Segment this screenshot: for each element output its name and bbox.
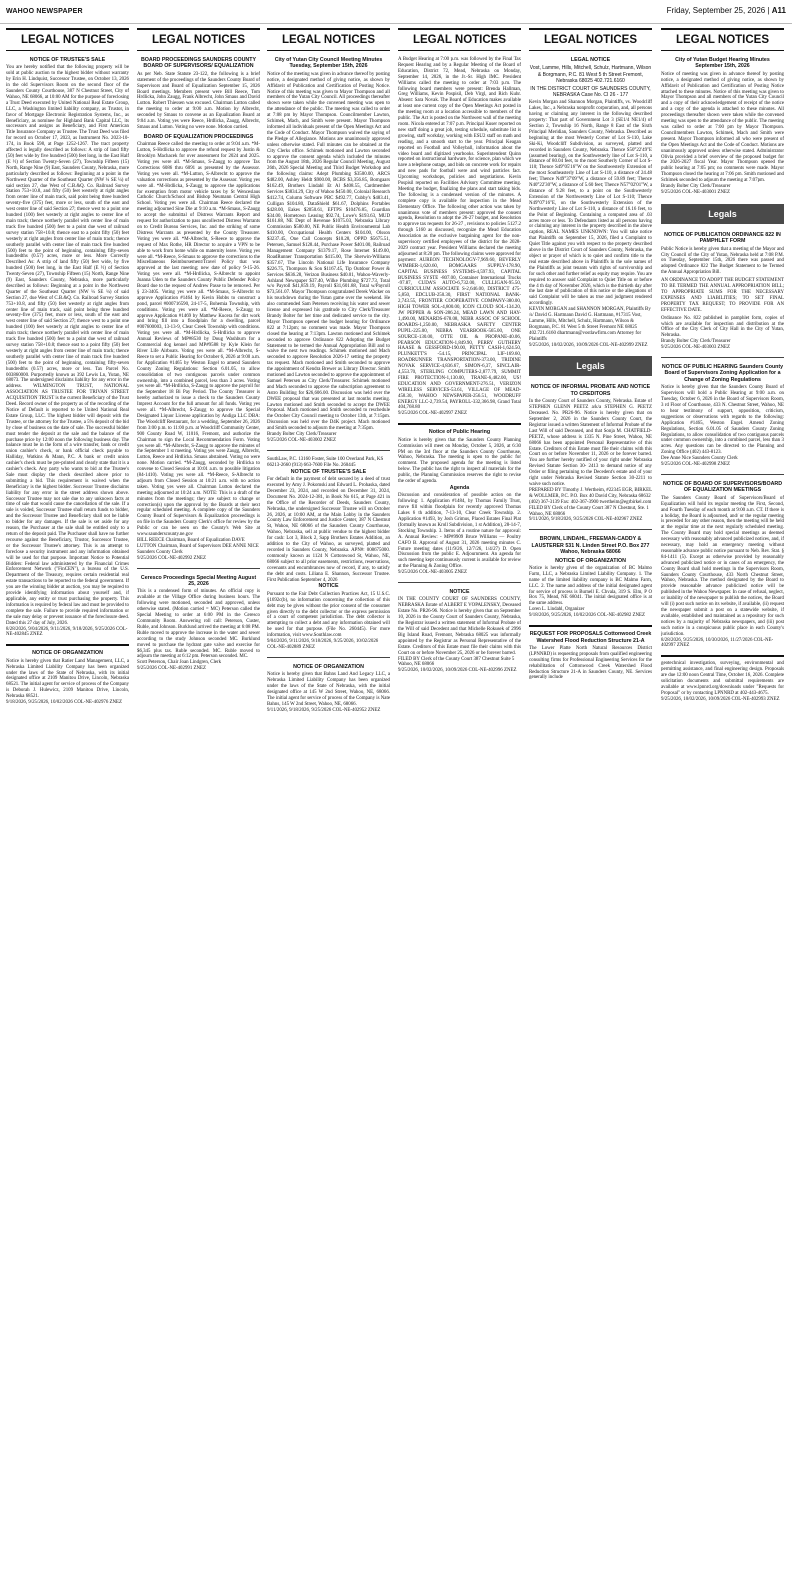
section-title: BOARD OF EQUALIZATION PROCEEDINGS	[143, 133, 254, 140]
notice-code: 9/25/2026 COL-NE-403003 ZNEZ	[661, 345, 731, 351]
notice-title: NOTICE	[449, 589, 470, 596]
yutan-budget-minutes	[661, 57, 784, 196]
notice-code: 8/28/2026, 9/04/2026, 9/11/2026, 9/18/2026, 9/25/2026 COL-NE-402845 ZNEZ	[6, 626, 128, 638]
section-title: NOTICE	[318, 583, 339, 590]
notice-signature: Scott Peterson, Chair Joan Lindgren, Clerk	[137, 660, 222, 666]
notice-code: 9/04/2026, 9/11/2026, 9/18/2026, 9/25/2026, 10/02/2026 COL-NE-402889 ZNEZ	[267, 639, 379, 650]
column-header: LEGAL NOTICES	[267, 28, 390, 51]
notice-body: IN THE COUNTY COURT OF SAUNDERS COUNTY, NEBRASKA Estate of ALBERT E VOPALENSKY, Deceased Estate No. PR26-96. Notice is hereby given that on September 10, 2026 in the County Court of Saunders County, Nebraska, the Registrar issued a written statement of Informal Probate of the Will of said Decedent and that Michelle Rokusek of 2996 Big Island Road, Fremont, Nebraska 68025 was informally appointed by the Registrar as Personal Representative of the Estate. Creditors of this Estate must file their claims with this Court on or before November 25, 2026 or be forever barred.	[398, 597, 521, 656]
notice-body: Pursuant to the Fair Debt Collection Practices Act, 15 U.S.C. §1692c(b), no information concerning the collection of this debt may be given without the prior consent of the consumer given directly to the debt collector or the express permission of a court of competent jurisdiction. The debt collector is attempting to collect a debt and any information obtained will be used for that purpose. (File No. 260445). For more information, visit www.Southlaw.com	[267, 591, 390, 639]
notice-code: 9/25/2026 COL-NE-402992 ZNEZ	[137, 555, 207, 561]
notice-body: As per Neb. State Statute 23-122, the following is a brief statement of the proceedings of the Saunders County Board of Supervisors and Board of Equalization September 15, 2026 Board meetings. Members present were Bill Reece, Tom Hrdlicka, John Zaugg, Frank Albrecht, John Smaus and David Lutton. Robert Thiessen was excused. Chairman Lutton called the meeting to order at 9:00 a.m. Motion by Albrecht, seconded by Smaus to convene as an Equalization Board at 9:04 a.m. Voting yes were Reece, Hrdlicka, Zaugg, Albrecht, Smaus and Lutton. Voting no were none. Motion carried.	[137, 71, 260, 130]
organization-notice	[267, 664, 390, 714]
notice-body: Notice is hereby given of the organization of BC Malmo Farm, LLC, a Nebraska Limited Liability Company. 1. The name of the limited liability company is BC Malmo Farm, LLC. 2. The name and address of the initial designated agent for service of process is Burnell E. Chvala, 319 S. Elm, P O Box 75, Mead, NE 68041. The initial designated office is at the same address.	[529, 565, 652, 607]
section-title: Agenda	[449, 484, 470, 491]
column-1	[6, 28, 129, 1580]
planning-hearing-notice	[398, 429, 521, 576]
newspaper-name: WAHOO NEWSPAPER	[6, 8, 83, 15]
rfp-notice-continued	[661, 661, 784, 702]
notice-title: LEGAL NOTICE	[570, 57, 611, 63]
notice-title: NOTICE OF ORGANIZATION	[555, 557, 626, 564]
notice-code: 9/25/2026 COL-NE-402997 ZNEZ	[398, 411, 468, 417]
informal-probate-notice	[529, 384, 652, 523]
notice-body: This is a condensed form of minutes. An official copy is available at the Village Office during business hours. The following were motioned, seconded and approved, unless otherwise stated. (Motion carried = MC) Peterson called the Special Meeting to order at 6:00 PM in the Ceresco Community Room. Answering roll call: Peterson, Custer, Ruble, and Johnson. Burklund arrived the meeting at 6:08 PM. Ruble moved to approve the increase in the water and sewer according to the study Johnson seconded MC. Burklund moved to purchase the hydrant gate valve and exercise for $6,345 plus tax. Ruble seconded. MC. Ruble moved to adjourn the meeting at 6:12 pm. Peterson seconded. MC.	[137, 589, 260, 660]
notice-body: The Lower Platte North Natural Resources District (LPNNRD) is requesting proposals from qualified engineering consulting firms for Professional Engineering Services for the rehabilitation of Cottonwood Creek Watershed Flood Reduction Structure 21-A in Saunders County, NE. Services generally include	[529, 645, 652, 681]
column-header: LEGAL NOTICES	[137, 28, 260, 51]
estate-notice	[398, 589, 521, 674]
notice-body: Notice is hereby given that Ratier Land Management, LLC, a Nebraska Limited Liability Company has been organized under the laws of the State of Nebraska, with its initial designated office at 2109 Manitou Drive, Lincoln, Nebraska 68521. The initial agent for service of process of the Company is Deborah J. Hulewicz, 2109 Manitou Drive, Lincoln, Nebraska 68521.	[6, 658, 129, 700]
ordinance-caption: AN ORDINANCE TO ADOPT THE BUDGET STATEMENT TO BE TERMED THE ANNUAL APPROPRIATION BILL; TO APPROPRIATE SUMS FOR THE NECESSARY EXPENSES AND LIABILITIES; TO SET FINAL PROPERTY TAX REQUEST; TO PROVIDE FOR AN EFFECTIVE DATE.	[661, 278, 784, 313]
notice-body: Notice is hereby given that the Saunders County Board of Supervisors will hold a Public Hearing at 9:00 a.m. on Tuesday, October 6, 2026 in the Board of Supervisors Room, 3 rd Floor of Courthouse, 433 N. Chestnut Street, Wahoo, NE to hear testimony of support, opposition, criticism, suggestions or observations with regards to the following: Application #1465, Weston Engel. Amend Zoning Regulations, Section 6.01.05 of Saunders County Zoning Regulations, to allow consolidation of two contiguous parcels under common ownership, into a combined parcel, less than 3 acres. Any questions can be directed to the Planning and Zoning Office (402) 443-8123.	[661, 385, 784, 456]
masthead	[0, 0, 792, 24]
page-date: Friday, September 25, 2026 | A11	[666, 6, 786, 15]
notice-code: 9/25/2026, 10/02/2026, 10/09/2026 COL-NE-402996 ZNEZ	[398, 668, 517, 674]
column-header: LEGAL NOTICES	[529, 28, 652, 51]
notice-body: Public Notice is hereby given that a meeting of the Mayor and City Council of the City of Yutan, Nebraska held at 7:08 P.M. on Tuesday, September 15th, 2026 there was passed and adopted Ordinance 822 The Budget Statement to be Termed the Annual Appropriation Bill.	[661, 246, 784, 276]
column-6	[661, 28, 784, 1580]
notice-code: 9/25/2026, 10/02/2026, 10/09/2026 COL-NE-402993 ZNEZ	[661, 696, 780, 702]
notice-signature: Loren L. Lindahl, Organizer	[529, 607, 585, 613]
ceresco-proceedings-notice	[137, 575, 260, 673]
notice-title: City of Yutan Budget Hearing Minutes September 15th, 2026	[675, 57, 770, 70]
notice-code: 9/25/2026 COL-NE-403005 ZNEZ	[398, 570, 468, 576]
mead-board-minutes	[398, 57, 521, 417]
legals-banner: Legals	[529, 356, 652, 376]
notice-code: 9/25/2026 COL-NE-402991 ZNEZ	[137, 666, 207, 672]
notice-code: 9/25/2026, 10/02/2026, 10/09/2026 COL-NE-402999 ZNEZ	[529, 342, 648, 348]
notice-title: Notice of Public Hearing	[428, 429, 491, 436]
notice-title: NOTICE OF TRUSTEE'S SALE	[290, 468, 367, 475]
notice-body: You are hereby notified that the following property will be sold at public auction to the highest bidder without warranty by Erin H. Lindquist, Successor Trustee, on October 13, 2026 in the old Supervisors Room on the second floor of the Saunders County Courthouse, 387 N Chestnut Street, City of Wahoo, NE 68066, at 10:00 AM for the purpose of foreclosing a Trust Deed executed by United National Real Estate Group, LLC, a Washington limited liability company, as Trustor, in favor of Mortgage Electronic Registration Systems, Inc., as Beneficiary, as nominee for Highland Bank Capital LLC, its successors and assigns as Beneficiary, and First American Title Insurance Company as Trustee. The Trust Deed was filed for record on October 17, 2023, as Instrument No. 2023-10-174, in Book 598, at Page 1252-1267. The tract property affected is legally described as follows: A strip of land fifty (50) feet wide by five hundred (500) feet long, in the East Half (E ½) of Section Twenty-Seven (27), Township Fifteen (15) North, Range Nine (9) East, Saunders County, Nebraska, more particularly described as follows: Beginning at a point in the Northwest Quarter of the Southeast Quarter (NW ¼ SE ¼) of said section 27, due West of C.B.&Q. Co. Railroad Survey Station 753+10.8, and fifty (50) feet westerly at right angles from center line of main track, said point being three hundred seventy-five (375) feet, more or less, south of the east and west center line of said Section 27; thence west to a point one hundred (100) feet westerly at right angles to center line of main track; thence northerly parallel with center line of main track five hundred (500) feet to a point due west of railroad survey station 758+10.8; thence east to a point fifty (50) feet westerly at right angles from center line of main track; thence southerly parallel with center line of main track five hundred (500) feet to the point of beginning, containing fifty-seven hundredths (0.57) acres, more or less. More Correctly Described As: A strip of land fifty (50) feet wide, by five hundred (500) feet long, in the East Half (E ½) of Section Twenty-Seven (27), Township Fifteen (15) North, Range Nine (9) East, Saunders County, Nebraska, more particularly described as follows: Beginning at a point in the Northwest Quarter of the Southeast Quarter (NW ¼ SE ¼) of said Section 27, due West of C.B.&Q. Co. Railroad Survey Station 753+10.8, and fifty (50) feet westerly at right angles from center line of main track, said point being three hundred seventy-five (375) feet, more or less, south of the east and west center line of said Section 27; thence west to a point one hundred (100) feet westerly at right angles to center line of main track; thence northerly parallel with center line of main track five hundred (500) feet to a point due west of railroad survey station 758+10.8; thence east to a point fifty (50) feet westerly at right angles from center line of main track; thence southerly parallel with center line of main track five hundred (500) feet to the point of beginning, containing fifty-seven hundredths (0.57) acres, more or less. Tax Parcel No. 003860000. Purportedly known as 392 Lewis Ln, Yutan, NE 68073. The undersigned disclaims liability for any error in the address. WILMINGTON TRUST, NATIONAL ASSOCIATION AS TRUSTEE FOR TRIVAN STREET ACQUISITION TRUST is the current Beneficiary of the Trust Deed. Record owner of the property as of the recording of the Notice of Default is reported to be United National Real Estate Group, LLC. The highest bidder will deposit with the Trustee, or the attorney for the Trustee, a 5% deposit of the bid by close of business on the date of sale. The successful bidder must tender the deposit at the sale and the balance of the purchase price by 12:00 noon the following business day. The balance must be in the form of a wire transfer, bank or credit union cashier's check, or bank official check payable to Halliday, Watkins & Mann, P.C. A bank or credit union cashier's check must be pre-printed and clearly state that it is a cashier's check. Any party who wants to bid at the Trustee's Sale must display the check described above prior to submitting a bid. This requirement is waived when the Beneficiary is the highest bidder. Successor Trustee disclaims liability for any error in the street address shown above. Successor Trustee may not sale due to any unknown facts at time of sale that would cause the cancellation of the sale. If a sale is voided, Successor Trustee shall return funds to bidder, and the Successor Trustee and Beneficiary shall not be liable to bidder for any damages. If the sale is set aside for any reason, the Purchaser at the sale shall be entitled only to a return of the deposit paid. The Purchaser shall have no further recourse against the Beneficiary, Trustor, Successor Trustee, or the Successor Trustee's attorney. This is an attempt to foreclose a security instrument and any information obtained will be used for that purpose. Important Notice to Potential Bidders: Federal law administered by the Financial Crimes Enforcement Network ("FinCEN"), a bureau of the U.S. Department of the Treasury, requires certain residential real estate transactions to be reported to the federal government. If you are the winning bidder at auction, you may be required to provide identifying information about yourself and, if applicable, any entity or trust purchasing the property. This information is required by federal law and must be provided to complete the sale. Failure to provide required information or the sale may delay or prevent issuance of the foreclosure deed. Dated this 27 day of July, 2026.	[6, 65, 129, 626]
notice-body: Notice is hereby given that Bahns Land And Legacy LLC, a Nebraska Limited Liability Company has been organized under the laws of the State of Nebraska, with the initial designated office at 145 W 2nd Street, Wahoo, NE, 68066. The initial agent for service of process of the Company is Nate Bahns, 145 W 2nd Street, Wahoo, NE, 68066.	[267, 672, 390, 707]
notice-body: Chairman Reece called the meeting to order at 9:04 a.m. *M-Lutton, S-Hrdlicka to approve the refund request by Justin & Brooklyn Machacek for over assessment for 2024 and 2025. Voting yes were all. *M-Smaus, S-Zaugg to approve Tax Corrections 6086 thru 6091 as presented by the Assessor. Voting yes were all. *M-Lutton, S-Albrecht to approve the valuation corrections as presented by the Assessor. Voting yes were all. *M-Hrdlicka, S-Zaugg to approve the applications for exemption from motor vehicle taxes by St Wenceslaus Catholic Church/School and Bishop Neumann Central High School. Voting yes were all. Chairman Reece declared the meeting adjourned Sine Die at 9:10 a.m. *M-Smaus, S-Zaugg to accept the submittal of Distress Warrants Report and request for authorization to pass uncollected Distress Warrants on to Credit Bureau Services, Inc. and the striking of some Distress Warrants as presented by the County Treasurer. Voting yes were all. *M-Albrecht, S-Reece to approve the request of Max Rothe, HR Director to acquire a VPN to be able to work from home while on maternity leave. Voting yes were all. *M-Reece, S-Smaus to approve the corrections to the Miscellaneous Reimbursement/Travel Policy that was approved at the last meeting; new date of policy 9-15-26. Voting yes were all. *M-Hrdlicka, S-Albrecht to appoint Joanna Uden to the Saunders County Public Defender Policy Board due to the request of Andrew Passe to be removed. Per § 23-3405. Voting yes were all. *M-Smaus, S-Albrecht to approve Application #1464 by Kevin Hobbs to construct a pond, parcel #000716590, 24-17-5, Bohemia Township, with conditions. Voting yes were all. *M-Reece, S-Zaugg to approve Application #1469 by Matthew Kucera for dirt work and bring fill into a floodplain for a dwelling, parcel #007600003, 13-13-9, Clear Creek Township with conditions. Voting yes were all. *M-Hrdlicka, S-Hrdlicka to approve Annual Reviews of MP#8530 by Doug Washburn for a Commercial dog kennel and MP#9588 by Kyle Klein for River Life Airboats. Voting yes were all. *M-Albrecht, S-Reece to set a Public Hearing for October 6, 2026 at 9:00 a.m. for Application #1465 by Weston Engel to amend Saunders County Zoning Regulations: Section 6.01.05, to allow consolidation of two contiguous parcels under common ownership, into a combined parcel, less than 3 acres. Voting yes were all. *M-Hrdlicka, S-Zaugg to approve the payroll for the September 18 Bi Pay Period. The County Treasurer is hereby authorized to issue a check to the Saunders County Imprest Account for the full amount for all funds. Voting yes were all. *M-Albrecht, S-Zaugg to approve the Special Designated Liquor License application by Andiga LLC DBA: The Woodcliff Restaurant, for a wedding, September 26, 2026 from 3:00 p.m. to 11:00 p.m. at Woodcliff Community Center, 900 County Road W, 11016, Fremont, and authorize the Chairman to sign the Local Recommendation Form. Voting yes were all. *M-Albrecht, S-Zaugg to approve the minutes of the September 1 st meeting. Voting yes were Zaugg, Albrecht, Lutton, Reece and Hrdlicka. Smaus abstained. Voting no were none. Motion carried. *M-Zaugg, seconded by Hrdlicka to convene to Closed Session at 10:01 a.m. to possible litigation (84-1410). Voting yes were all. *M-Reece, S-Albrecht to adjourn from Closed Session at 10:21 a.m. with no action taken. Voting yes were all. Chairman Lutton declared the meeting adjourned at 10:24 a.m. NOTE: This is a draft of the minutes from the meetings; they are subject to change or correction(s) upon the approval by the Boards at their next regular scheduled meeting. A complete copy of the Saunders County Board of Supervisors & Equalization proceedings is on file in the Saunders County Clerk's office for review by the Public or can be seen on the County's Web Site at www.saunderscounty.ne.gov	[137, 142, 260, 538]
notice-body: Kevin Morgan and Shannon Morgan, Plaintiffs, vs. Woodcliff Lakes, Inc., a Nebraska nonprofit corporation, and, all persons having or claiming any interest in the following described property: That part of Government Lot 3 (SE1/4 NE1/4) of Section 2, Township 16 North, Range 8 East of the Sixth Principal Meridian, Saunders County, Nebraska. Described as beginning at the most Westerly Corner of Lot S-110, Lake Ski-Ki, Woodcliff Subdivision, as surveyed, platted and recorded in Saunders County, Nebraska. Thence S50°22'49"E (assumed bearing), on the Southwesterly line of Lot S-110, a distance of 80.04 feet, to the most Southerly Corner of Lot S-110; Thence S49°05'16"W on the Southwesterly Extension of the most Southeasterly Line of Lot S-110, a distance of 24.48 feet; Thence N49°37'09"W, a distance of 59.89 feet; Thence N40°22'30"W, a distance of 5.60 feet; Thence N57°02'01"W, a distance of 9.28 feet, to a point on the Southwesterly Extension of the Northwesterly Line of Lot S-110; Thence N49°07'16"E, on the Southwesterly Extension of the Northwesterly Line of Lot S-110, a distance of 16.16 feet, to the Point of Beginning. Containing a computed area of .03 acres more or less. To Defendants listed as all persons having or claiming any interest in the property described in the above caption, REAL NAMES UNKNOWN: You will take notice that Plaintiffs on September 15, 2026, filed a Complaint to Quiet Title against you with respect to the property described above in the District Court of Saunders County, Nebraska, the object or prayer of which is to quiet and confirm title to the real estate described above in Plaintiffs in the sole names of the Plaintiffs as joint tenants with rights of survivorship and for such other and further relief as equity may require. You are required to answer said Complaint to Quiet Title on or before the 4 th day of November 2026, which is the thirtieth day after the last date of publication of this notice or the allegations of said Complaint will be taken as true and judgment rendered accordingly.	[529, 100, 652, 307]
notice-title: BOARD PROCEEDINGS SAUNDERS COUNTY BOARD OF SUPERVISORS/ EQUALIZATION	[140, 57, 257, 70]
page-number: A11	[771, 6, 786, 15]
column-header: LEGAL NOTICES	[661, 28, 784, 51]
column-header: LEGAL NOTICES	[6, 28, 129, 51]
notice-title: NOTICE OF PUBLIC HEARING Saunders County Board of Supervisors Zoning Application for a Change of Zoning Regulations	[661, 364, 784, 383]
organization-notice	[6, 650, 129, 706]
notice-title: NOTICE OF BOARD OF SUPERVISORS/BOARD OF EQUALIZATION MEETINGS	[662, 480, 783, 494]
notice-signature: Brandy Bolter City Clerk/Treasurer	[661, 339, 731, 345]
legals-banner: Legals	[661, 204, 784, 224]
notice-title: Ceresco Proceedings Special Meeting August 25, 2026	[140, 574, 257, 588]
bc-malmo-organization	[529, 536, 652, 619]
zoning-hearing-notice	[661, 364, 784, 468]
notice-code: 9/25/2026 COL-NE-402998 ZNEZ	[661, 462, 731, 468]
notice-code: 9/18/2026, 9/25/2026, 10/02/2026 COL-NE-402982 ZNEZ	[529, 613, 646, 619]
notice-title: REQUEST FOR PROPOSALS Cottonwood Creek Watershed Flood Reduction Structure 21-A	[529, 631, 652, 644]
notice-title: NOTICE OF TRUSTEE'S SALE	[29, 57, 106, 63]
notice-code: 9/25/2026 COL-NE-403002 ZNEZ	[267, 438, 337, 443]
notice-signature: Brandy Bolter City Clerk/Treasurer	[661, 184, 731, 190]
notice-body: Ordinance No. 822 published in pamphlet form, copies of which are available for inspection and distribution at the Office of the City Clerk of City Hall in the City of Yutan, Nebraska.	[661, 315, 784, 339]
notice-body: The Saunders County Board of Supervisors/Board of Equalization will hold its regular meeting the First, Second, and Fourth Tuesday of each month at 9:00 a.m. CT. If there is a holiday, the Board is adjourned, and/ or the regular meeting is preceded for any other reason, then the meeting will be held at the regular time at the next regularly scheduled meeting. The County Board may hold special meetings as deemed necessary with reasonably advanced publicized notices, and, if necessary, may hold an emergency meeting without reasonable advance public notice pursuant to Neb. Rev. Stat. § 84-1411 (5). Except as otherwise provided by reasonably advanced publicized notice or in cases of an emergency, the County Board shall hold meetings in the Supervisors Room, Saunders County Courthouse, 433 North Chestnut Street, Wahoo, Nebraska. The method designated by the Board to provide reasonable advance publicized notice will be published in the Wahoo Newspaper. In case of refusal, neglect, or inability of the newspaper to publish the notices, the Board will (i) post such notice on its website, if available, (ii) request the newspaper submit a post on a statewide website, if available, established and maintained as a repository for such notices by a majority of Nebraska newspapers, and (iii) post such notice in a conspicuous public place in each County's jurisdiction.	[661, 495, 784, 637]
column-2	[137, 28, 260, 1580]
notice-body: A Budget Hearing at 7:00 p.m. was followed by the Final Tax Request Hearing and by a Regular Meeting of the Board of Education, District 72, Mead, Nebraska on Monday, September 14, 2026, in the Jr.-Sr. High IMC. President Williams called the meeting to order at 7:03 p.m. The following board members were present: Brenda Hallman, Greg Williams, Kevin Pospisil, Deb Virgl, and Rich Kuhr. Absent: Sara Novak. The Board of Education makes available at least one current copy of the Open Meetings Act posted in the meeting room at a location accessible to members of the public. The Act is posted on the Northwest wall of the meeting room. Nicola entered at 7:07 p.m. Principal Kuser reported on new staff doing a great job, testing schedule, substitute list is growing, staff workday, working with ESU2 staff on math and reading, and a smooth start to the year. Principal Keagan reported on Football and Volleyball, information about the video board and digitized yearbooks. Superintendent Quinn reported on instructional hardware, for science, plan which we have a telephone outage, and bids on concrete work for repairs and new pads for football were and wind particles fact. Upcoming workshops, policies and negotiations. Kevin Pospisil reported on Facilities Advisory Committee meeting. Meeting the budget, finalizing the plans and start taking bids. The following is a condensed version of the minutes. A complete copy is available for inspection in the Mead Elementary Office. The following other action was taken by unanimous vote of members present: approved the consent agenda, Resolution to adopt the 26-27 budget, and Resolution to approve tax requests for 26-27 , revisions to policies 5127.2 through 5160 as discussed, recognize the Mead Education Association as the exclusive bargaining agent for the non-supervisory certified employees of the district for the 2028-2029 contract year. President Williams declared the meeting adjourned at 8:20 pm. The following claims were approved for payment: AUREON TECHNOLOGY-7,969.60, BEVERLY WIMBER-1,620.60, BOMGAARS SUPPLY-178.90, CAPITAL BUSINESS SYSTEMS-4,597.93, CAPITAL BUSINESS SYSTE -807.00, Container International Trucks -97.87, CUDA'S AUTO-6,732.00, CULLIGAN-95.50, CURRICULUM ASSOCIATE S-2,646.00, DISTRICT 475-5,850, EDCLUB-250.30, FIRST NATIONAL BANK-2,743.55, FRONTIER COOPERATIVE COMPANY-380.00, HIGH TOWER SOL-4,800.00, ICON CLOUD SOL-134.20, JW PEPPER & SON-286.24, MEAD LAWN AND HAY-1,490.00, MENARDS-678.08, NEBR ASSOC OF SCHOOL BOARDS-1,250.00, NEBRASKA SAFETY CENTER PUPIL-225.00, NEBRA YEARBOOK-565.00, ONE SOURCE-130.00, OTTE OIL & PROPANE-40.06, PEARSON EDUCATION-1,849.90, PERRY GUTHERY HAASE & GESSFORD-190.00, PETTY CASH-1,624.50, PLUNKETT'S -54.15, PRINCIPAL LIF-169.60, ROADRUNNER TRANSPORTATION-373.00, TRIDINE NOVAK SERVICE-4,836.67, SIMON-6,37, SINCLAIR-4,553.70, STERLING COMPUTERS-2,877.79, SUMMIT FIRE PROTECTION-1,130.00, TRANE-6,482.00, US! EDUCATION AND GOVERNMENT-276.51, VERIZON WIRELESS SERVICES-53.61, VILLAGE OF MEAD-458.30, WAHOO NEWSPAPER-256.51, WOODRUFF ENERGY LLC-2,739.54, PAYROLL-332,366.98, Grand Total 404,768.80	[398, 57, 521, 411]
notice-body: Notice is hereby given that the Saunders County Planning Commission will meet on Monday, October 5, 2026, at 6:30 PM on the 3rd floor at the Saunders County Courthouse, Wahoo, Nebraska. The meeting is open to the public for comment. The proposed agenda for the meeting is listed below. The public has the right to inspect all materials for the public, the Planning Commission reserves the right to revise the order of agenda.	[398, 437, 521, 485]
column-header: LEGAL NOTICES	[398, 28, 521, 51]
notice-signature: BILL REECE Chairman, Board of Equalization DAVE LUTTON Chairman, Board of Supervisors DEE ANNE NICE Saunders County Clerk	[137, 538, 259, 555]
notice-body: Discussion and consideration of possible action on the following: 1. Application #1484, by Thomas Family Trust, move fill within floodplain for recently approved Thomas Lakes 6 th addition, 7-13-10, Clear Creek Township. 2. Application #1493, by Josh Grimus, Placed Estates Final Plat (formally known as Kroll Subdivision, 1 st Addition), 28-14-7, Stocking Township. 3. Items of a routine nature for approval: A. Annual Review: - MP#9909 Bruce Williams — Poultry CAFO B. Approval of August 31, 2026 meeting minutes C. Future meeting dates (11/9/26, 12/7/26, 1/4/27) D. Open Discussion from the public E. Adjournment. An agenda for such meeting kept continuously current is available for review at the Planning & Zoning Office.	[398, 493, 521, 570]
board-meetings-notice	[661, 481, 784, 649]
yutan-council-minutes	[267, 57, 390, 444]
board-proceedings-notice	[137, 57, 260, 562]
notice-code: 9/18/2026, 9/25/2026, 10/02/2026 COL-NE-402976 ZNEZ	[6, 700, 123, 706]
notice-signature: Brandy Bolter City Clerk/Treasurer	[267, 432, 337, 438]
ordinance-publication-notice	[661, 232, 784, 351]
notice-body: Notice of the meeting was given in advance thereof by posting notice, a designated method of giving notice, as shown by Affidavit of Publication and Certification of Posting Notice. Notice of this meeting was given to Mayor Thompson and all members of the Yutan City Council. All proceedings thereafter shown were taken while the convened meeting was open to the attendance of the public. The meeting was called to order at 7:08 pm by Mayor Thompson. Councilmember Lawton, Schimek, Mach, and Smith were present. Mayor Thompson informed all individuals present of the Open Meetings Act and the Code of Conduct. Mayor Thompson waived the saying of the Pledge of Allegiance. Motions are unanimously approved unless otherwise stated. Full minutes can be obtained at the City Clerks office. Schimek motioned and Lawton seconded to approve the consent agenda which included the minutes from the August 18th, 2026 Regular Council Meeting, August 26th, 2026 Special Meeting and Third Budget Workshop and the following claims: Adept Plumbing $3500.00, ARCS $482.00, Ashley Heldt $900.00, BCBS $3,356.85, Bomgaars $162.49, Brothers Lindahl Et Al $408.55, Cardmember Services $3834.29, City of Wahoo $450.00, Colonial Research $412.74, Column Software PBC $492.77, Cubby's $483.41, Culligan $104.80, DataShield $61.67, Dolphins Portables $428.00, Eakes $2050.61, EFTPS $10476.85, Guardian $34.00, Hometown Leasing $92.74, Lowe's $193.63, MUD $161.88, NE Dept of Revenue $1075.03, Nebraska Library Commission $580.00, NE Public Health Environmental Lab $410.00, Occupational Health Centers $104.00, Olsson $3237.45, One Call Concepts $10.28, OPPD $5675.51, Petersen, Samuel $128.44, Purchase Power $401.00, Railroad Management Company $1379.17, Rose Internet $149.00, RoadRunner Transportation $415.00, The Sherwin-Williams $357.67, The Lincoln National Life Insurance Company $226.75, Thompson & Son $1167.45, Tip Outdoor Power & Services $636.28, Verizon Business $40.01, Wahoo-Waverly-Ashland Newspaper $37.40, Wilke Plumbing $727.73, Total w/o Payroll $41,859.19, Payroll $31,601.88, Total w/Payroll $73,561.07. Mayor Thompson congratulated Derek Wacker on his touchdown during the Yutan game over the weekend. He also commended Sam Petersen receiving his water and sewer license and expressed his gratitude to City Clerk/Treasurer Brandy Bolter for her time and dedicated service to the city. Mayor Thompson opened the budget hearing for Ordinance 822 at 7:12pm; no comment was made. Mayor Thompson closed the hearing at 7:13pm. Lawton motioned and Schimek seconded to approve Ordinance 822 Adopting the Budget Statement to be termed the Annual Appropriation Bill and to waive the next two readings. Schimek motioned and Mach seconded to approve Resolution 2026-17 setting the property tax request. Mach motioned and Smith seconded to approve the appointment of Kendra Brewer as Library Director. Smith motioned and Lawton seconded to approve the appointment of Samuel Petersen as City Clerk/Treasurer. Schimek motioned and Mach seconded to approve the subscription agreement to Astro Building for $26,606.00. Discussion was held over the DWEE proposal that was presented at last months meeting. Lawton motioned and Smith seconded to accept the DWEE Proposal. Mach motioned and Smith seconded to reschedule the October City Council meeting to October 13th, at 7:15pm. Discussion was held over the D4K project. Mach motioned and Smith seconded to adjourn the meeting at 7:35pm.	[267, 71, 390, 432]
notice-signature: PREPARED BY Timothy J. Wertheim, #22345 EGR, BIRKEL & WOLLMER, P.C. P.O. Box 40 David City, Nebraska 68632 (402) 367-3139 Fax: 402-367-3900 twertheim@egrbirkel.com FILED BY Clerk of the County Court 387 N Chestnut, Ste. 1 Wahoo, NE 68066	[529, 487, 652, 517]
notice-header: SouthLaw, P.C. 13160 Foster, Suite 100 Overland Park, KS 66213-2660 (913) 663-7600 File No. 260445	[267, 456, 384, 468]
rfp-notice	[529, 631, 652, 681]
notice-code: 9/11/2026, 9/18/2026, 9/25/2026 COL-NE-402967 ZNEZ	[529, 517, 643, 523]
notice-code: 8/28/2026, 9/25/2026, 10/30/2026, 11/27/2026 COL-NE-402997 ZNEZ	[661, 637, 774, 649]
notice-title: NOTICE OF ORGANIZATION	[32, 650, 103, 657]
notice-signature: KEVIN MORGAN and SHANNON MORGAN, Plaintiffs By /s/ David G. Hartmann David G. Hartmann, #17315 Vost, Lamme, Hills, Mitchell, Schulz, Hartmann, Wilson & Borgmann, P.C. 81 West 5 th Street Fremont NE 68025 402.721.6160 dhartmann@vostlawfirm.com Attorney for Plaintiffs	[529, 307, 651, 342]
notice-title: City of Yutan City Council Meeting Minutes Tuesday, September 15th, 2026	[274, 57, 383, 70]
notice-header: Vost, Lamme, Hills, Mitchell, Schulz, Hartmann, Wilson & Borgmann, P.C. 81 West 5 th Street Fremont, Nebraska 68025 402.721.6160	[529, 65, 652, 84]
notice-code: 9/11/2026, 9/18/2026, 9/25/2026 COL-NE-402952 ZNEZ	[267, 707, 381, 713]
southlaw-trustee-sale	[267, 457, 390, 651]
court-caption: IN THE DISTRICT COURT OF SAUNDERS COUNTY, NEBRASKA Case No. CI 26 - 177	[530, 86, 651, 99]
column-3	[267, 28, 390, 1580]
notice-signature: FILED BY Clerk of the County Court 387 Chestnut Suite 5 Wahoo, NE 68066	[398, 656, 515, 668]
notice-body: Notice of meeting was given in advance thereof by posting notice, a designated method of giving notice, as shown by Affidavit of Publication and Certification of Posting Notice attached to these minutes. Notice of this meeting was given to Mayor Thompson and all members of the Yutan City Council and a copy of their acknowledgement of receipt of the notice and a copy of the agenda is attached to these minutes. All proceedings thereafter shown were taken while the convened meeting was open to the attendance of the public. The meeting was called to order at 7:00 pm by Mayor Thompson. Councilmembers Lawton, Schimek, Mach and Smith were present. Mayor Thompson informed all who were present of the Open Meetings Act and the Code of Conduct. Motions are unanimously approved unless otherwise stated. Administrator Olivia provided a brief overview of the proposed budget for the 2026-2027 fiscal Year. Mayor Thompson opened the public hearing at 7:05 pm; no comments were made. Mayor Thompson closed the hearing at 7:06 pm. Smith motioned and Schimek seconded to adjourn the meeting at 7:07pm.	[661, 71, 784, 184]
column-5	[529, 28, 652, 1580]
notice-body: geotechnical investigation, surveying, environmental and permitting assistance, and final engineering design. Proposals are due 12:00 noon Central Time, October 16, 2026. Complete solicitation documents and submittal requirements are available at www.lpnnrd.org/downloads under "Requests for Proposal" or by contacting LPNNRD at 402-443-4675.	[661, 661, 784, 696]
notice-code: 9/25/2026 COL-NE-403001 ZNEZ	[661, 189, 731, 195]
notice-header: BROWN, LINDAHL, FREEMAN-CADDY & LAUSTERER 531 N. Linden Street P.O. Box 277 Wahoo, Nebraska 68066	[531, 536, 650, 556]
notice-body: In the County Court of Saunders County, Nebraska. Estate of STEPHEN GLENN PEETZ a/k/a STEPHEN G. PEETZ Deceased. No. PR26-96. Notice is hereby given that on September 2, 2026 in the Saunders County Court, the Registrar issued a written Statement of Informal Probate of the Last Will of said Deceased, and that Sonja M. CHATFIELD-PEETZ, whose address is 1335 N. Pine Street, Wahoo, NE 68066 has been appointed Personal Representative of this Estate. Creditors of this Estate must file their claims with this Court on or before November 11, 2026 or be forever barred. You are further hereby notified of your right under Nebraska Revised Statute Section 30- 2413 to demand notice of any Order or filing pertaining to the Decedent's estate and of your right under Nebraska Revised Statute Section 30-2211 to waive such notice.	[529, 399, 652, 487]
notice-title: NOTICE OF INFORMAL PROBATE AND NOTICE TO CREDITORS	[530, 384, 651, 397]
trustee-sale-notice	[6, 57, 129, 638]
notice-body: For default in the payment of debt secured by a deed of trust executed by Amy J. Pokomski and Edward L. Prohaska, dated December 23, 2024, and recorded on December 31, 2024, Document No. 2024-12-381, in Book No 615, at Page 421 in the Office of the Recorder of Deeds, Saunders County, Nebraska, the undersigned Successor Trustee will on October 26, 2026, at 10:00 AM, at the Main Lobby in the Saunders County Law Enforcement and Justice Center, 387 N Chestnut St, Wahoo, NE 68066 of the Saunders County Courthouse, Wahoo, Nebraska, sell at public vendue to the highest bidder for cash: Lot 3, Block 2, Sapp Brothers Estates Addition, an addition to the City of Wahoo, as surveyed, platted and recorded in Saunders County, Nebraska. APN#: 008675000. commonly known as 1124 N Cottonwood St, Wahoo, NE, 68066 subject to all prior easements, restrictions, reservations, covenants and encumbrances now of record, if any, to satisfy the debt and costs. Liliana E. Shannon, Successor Trustee. First Publication September 4, 2026	[267, 477, 390, 583]
notice-title: NOTICE OF PUBLICATION ORDINANCE 822 IN PAMPHLET FORM	[664, 231, 781, 245]
column-4	[398, 28, 521, 1580]
quiet-title-notice	[529, 57, 652, 348]
notice-title: NOTICE OF ORGANIZATION	[293, 663, 364, 670]
notice-signature: Dee Anne Nice Saunders County Clerk	[661, 456, 738, 462]
